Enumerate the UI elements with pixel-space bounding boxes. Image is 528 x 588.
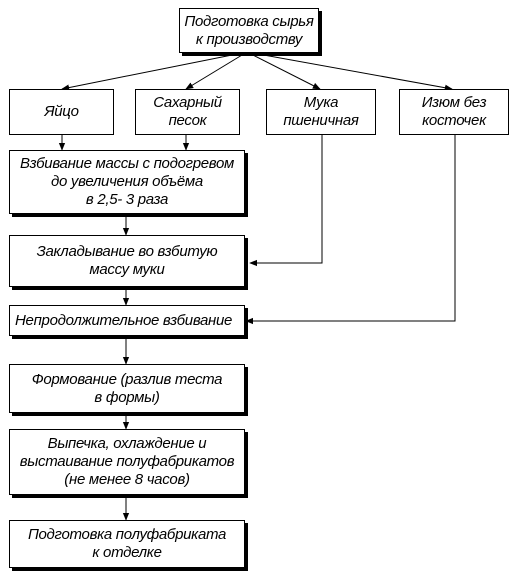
top-box: Подготовка сырья к производству — [179, 8, 319, 53]
step-whip-mass: Взбивание массы с подогревом до увеличения объёма в 2,5- 3 раза — [9, 150, 245, 214]
step-baking-cooling: Выпечка, охлаждение и выстаивание полуфабрикатов (не менее 8 часов) — [9, 429, 245, 495]
arrow-flour-to-add-flour — [250, 135, 322, 263]
arrow-top-to-sugar — [186, 52, 247, 89]
arrow-raisins-to-short-whip — [246, 135, 455, 321]
ingredient-egg: Яйцо — [9, 89, 114, 135]
arrow-top-to-flour — [247, 52, 320, 89]
step-short-whip: Непродолжительное взбивание — [9, 305, 245, 336]
arrow-top-to-egg — [62, 52, 247, 89]
step-add-flour: Закладывание во взбитую массу муки — [9, 235, 245, 287]
ingredient-raisins: Изюм без косточек — [399, 89, 509, 135]
step-prepare-finishing: Подготовка полуфабриката к отделке — [9, 520, 245, 568]
ingredient-sugar: Сахарный песок — [135, 89, 240, 135]
ingredient-flour: Мука пшеничная — [266, 89, 376, 135]
step-shaping: Формование (разлив теста в формы) — [9, 364, 245, 413]
arrow-top-to-raisins — [247, 52, 452, 89]
